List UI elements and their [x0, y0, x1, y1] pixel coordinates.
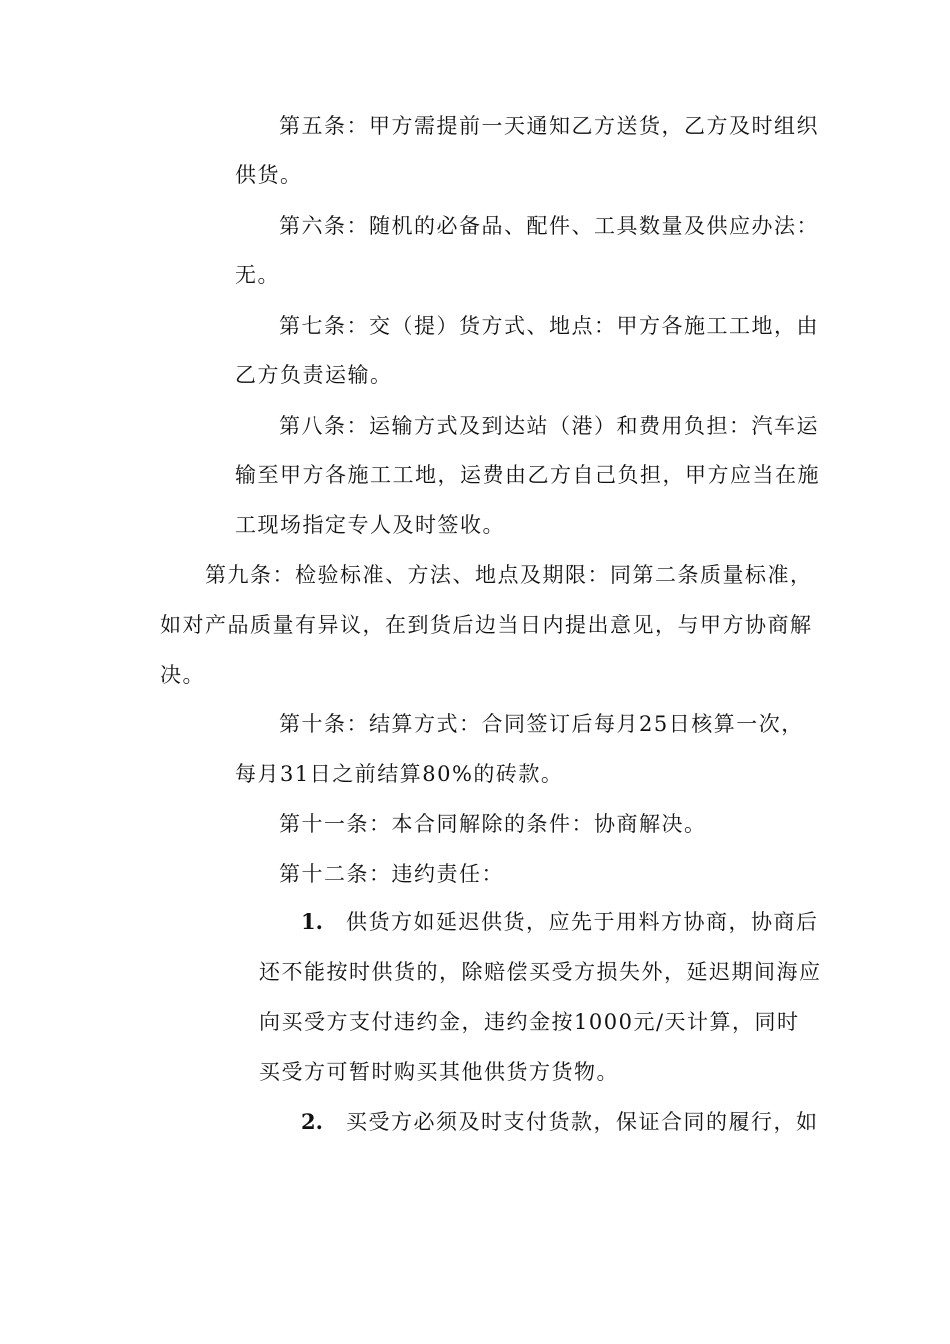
clause-9-line-3: 决。	[160, 663, 205, 687]
item-1-number: 1.	[301, 909, 323, 934]
clause-9-line-1: 第九条：检验标准、方法、地点及期限：同第二条质量标准，	[205, 563, 813, 587]
clause-6-line-2: 无。	[235, 263, 280, 287]
clause-8-line-2: 输至甲方各施工工地，运费由乙方自己负担，甲方应当在施	[235, 463, 820, 487]
clause-6-line-1: 第六条：随机的必备品、配件、工具数量及供应办法：	[279, 214, 819, 238]
clause-8-line-3: 工现场指定专人及时签收。	[235, 513, 505, 537]
clause-9-line-2: 如对产品质量有异议，在到货后边当日内提出意见，与甲方协商解	[160, 613, 813, 637]
item-1-line-2: 还不能按时供货的，除赔偿买受方损失外，延迟期间海应	[259, 960, 822, 984]
clause-5-line-2: 供货。	[235, 163, 303, 187]
clause-12-line-1: 第十二条：违约责任：	[279, 862, 504, 886]
item-1-line-1: 供货方如延迟供货，应先于用料方协商，协商后	[346, 910, 819, 934]
item-2-line-1: 买受方必须及时支付货款，保证合同的履行，如	[346, 1110, 819, 1134]
clause-11-line-1: 第十一条：本合同解除的条件：协商解决。	[279, 812, 707, 836]
item-1-line-3: 向买受方支付违约金，违约金按1000元/天计算，同时	[259, 1010, 800, 1034]
clause-7-line-2: 乙方负责运输。	[235, 363, 393, 387]
clause-5-line-1: 第五条：甲方需提前一天通知乙方送货，乙方及时组织	[279, 114, 819, 138]
clause-7-line-1: 第七条：交（提）货方式、地点：甲方各施工工地，由	[279, 314, 819, 338]
clause-10-line-2: 每月31日之前结算80%的砖款。	[235, 762, 564, 786]
item-2-number: 2.	[301, 1109, 323, 1134]
item-1-line-4: 买受方可暂时购买其他供货方货物。	[259, 1060, 619, 1084]
clause-10-line-1: 第十条：结算方式：合同签订后每月25日核算一次，	[279, 712, 804, 736]
clause-8-line-1: 第八条：运输方式及到达站（港）和费用负担：汽车运	[279, 414, 819, 438]
